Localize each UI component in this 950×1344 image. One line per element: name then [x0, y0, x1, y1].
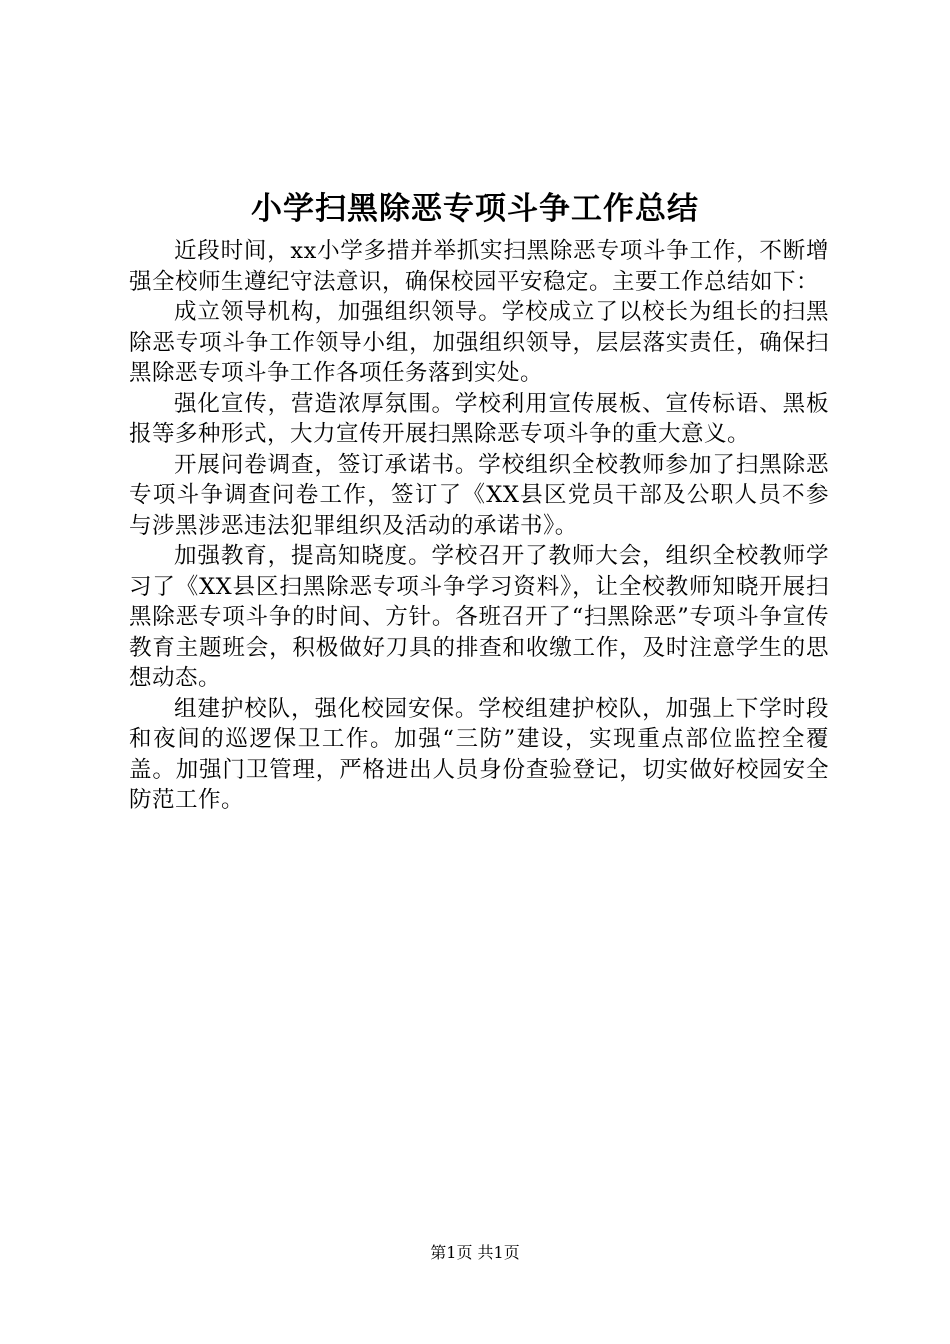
paragraph-survey: 开展问卷调查，签订承诺书。学校组织全校教师参加了扫黑除恶专项斗争调查问卷工作，签订了《XX县区党员干部及公职人员不参与涉黑涉恶违法犯罪组织及活动的承诺书》。 [129, 451, 829, 539]
document-title: 小学扫黑除恶专项斗争工作总结 [251, 191, 699, 227]
paragraph-intro: 近段时间，xx小学多措并举抓实扫黑除恶专项斗争工作，不断增强全校师生遵纪守法意识，确保校园平安稳定。主要工作总结如下： [129, 238, 829, 295]
document-body [129, 236, 829, 816]
paragraph-education: 加强教育，提高知晓度。学校召开了教师大会，组织全校教师学习了《XX县区扫黑除恶专项斗争学习资料》，让全校教师知晓开展扫黑除恶专项斗争的时间、方针。各班召开了“扫黑除恶”专项斗争宣传教育主题班会，积极做好刀具的排查和收缴工作，及时注意学生的思想动态。 [129, 543, 829, 691]
page-number-footer: 第1页 共1页 [430, 1243, 520, 1262]
paragraph-publicity: 强化宣传，营造浓厚氛围。学校利用宣传展板、宣传标语、黑板报等多种形式，大力宣传开展扫黑除恶专项斗争的重大意义。 [129, 390, 829, 447]
paragraph-security: 组建护校队，强化校园安保。学校组建护校队，加强上下学时段和夜间的巡逻保卫工作。加强“三防”建设，实现重点部位监控全覆盖。加强门卫管理，严格进出人员身份查验登记，切实做好校园安全防范工作。 [129, 695, 829, 813]
paragraph-leadership: 成立领导机构，加强组织领导。学校成立了以校长为组长的扫黑除恶专项斗争工作领导小组，加强组织领导，层层落实责任，确保扫黑除恶专项斗争工作各项任务落到实处。 [129, 299, 829, 386]
